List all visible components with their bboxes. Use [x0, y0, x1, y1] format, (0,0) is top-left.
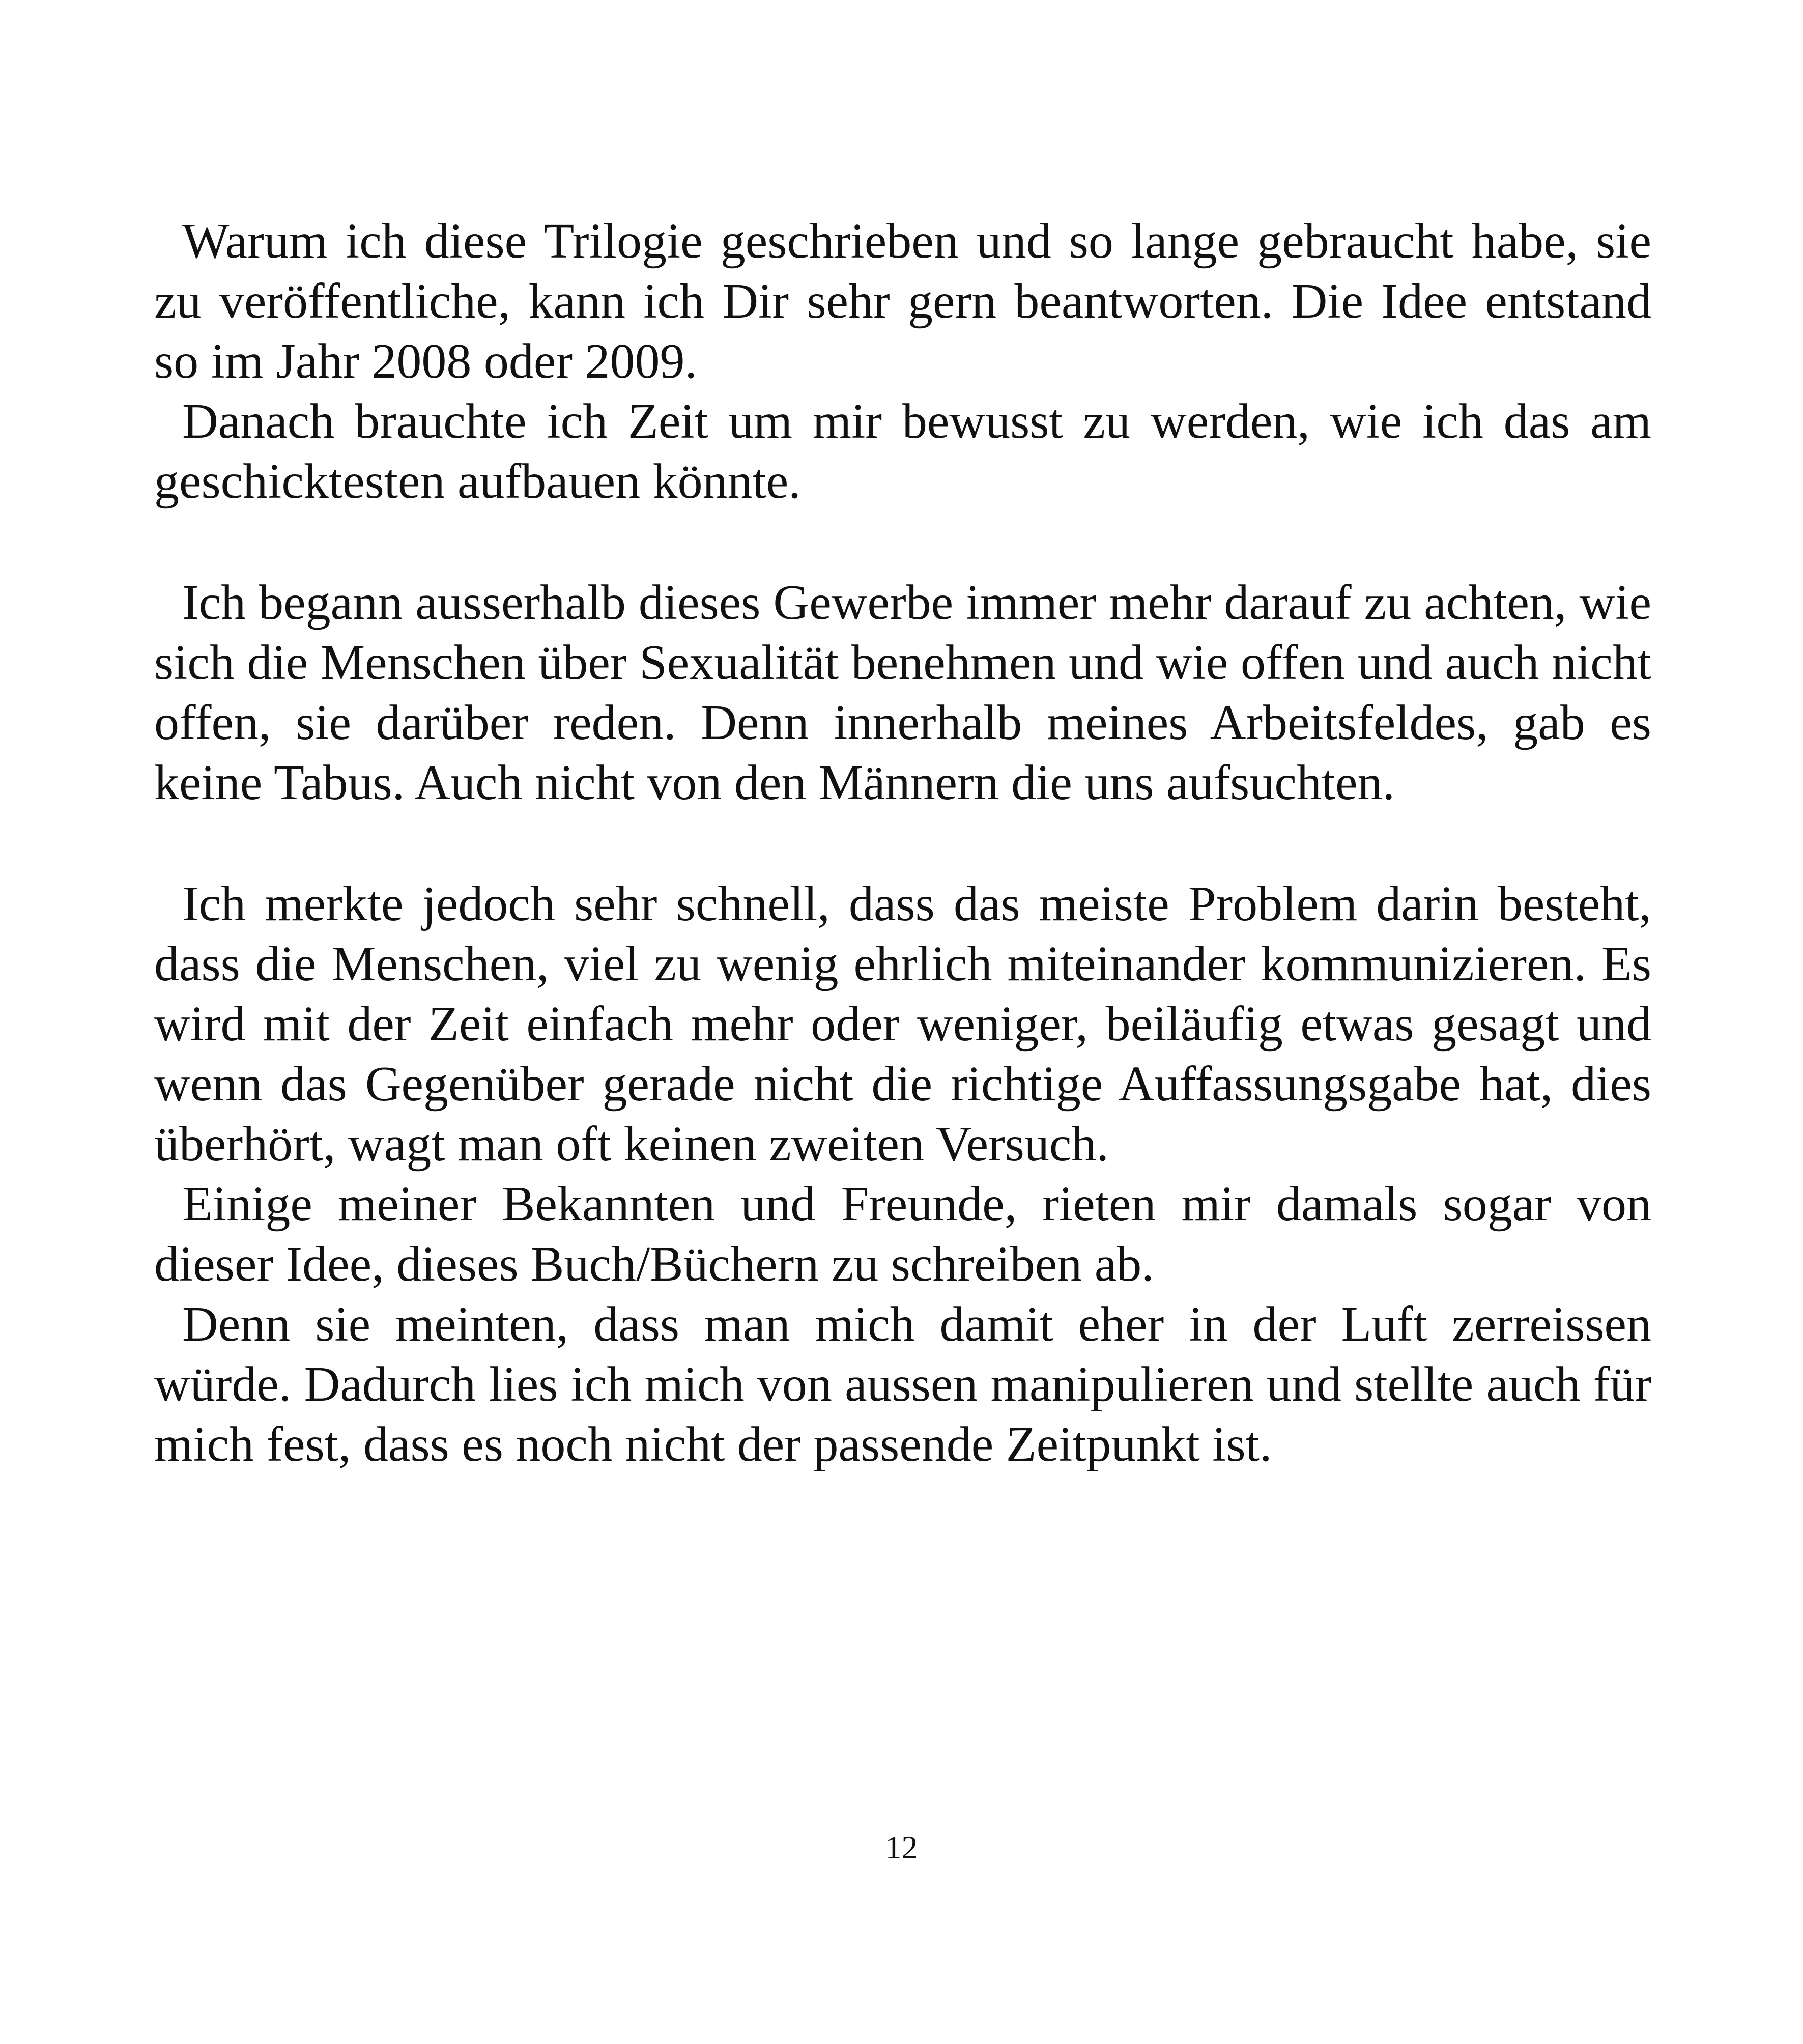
paragraph-5: Einige meiner Bekannten und Freunde, rieten mir damals sogar von dieser Idee, dieses Buch/Büchern zu schreiben ab. — [154, 1177, 1651, 1292]
paragraph-gap — [154, 813, 1651, 874]
paragraph-gap — [154, 512, 1651, 573]
body-text — [154, 211, 1651, 1474]
page-number: 12 — [885, 1829, 918, 1865]
paragraph-2: Danach brauchte ich Zeit um mir bewusst zu werden, wie ich das am geschicktesten aufbauen könnte. — [154, 394, 1651, 509]
paragraph-4: Ich merkte jedoch sehr schnell, dass das meiste Problem darin besteht, dass die Menschen, viel zu wenig ehrlich miteinander kommunizieren. Es wird mit der Zeit einfach mehr oder weniger, beiläufig etwas gesagt und wenn das Gegenüber gerade nicht die richtige Auffassungsgabe hat, dies überhört, wagt man oft keinen zweiten Versuch. — [154, 876, 1651, 1172]
paragraph-1: Warum ich diese Trilogie geschrieben und so lange gebraucht habe, sie zu veröffentliche, kann ich Dir sehr gern beantworten. Die Idee entstand so im Jahr 2008 oder 2009. — [154, 214, 1651, 389]
paragraph-6: Denn sie meinten, dass man mich damit eher in der Luft zerreissen würde. Dadurch lies ich mich von aussen manipulieren und stellte auch für mich fest, dass es noch nicht der passende Zeitpunkt ist. — [154, 1297, 1651, 1472]
paragraph-3: Ich begann ausserhalb dieses Gewerbe immer mehr darauf zu achten, wie sich die Menschen über Sexualität benehmen und wie offen und auch nicht offen, sie darüber reden. Denn innerhalb meines Arbeitsfeldes, gab es keine Tabus. Auch nicht von den Männern die uns aufsuchten. — [154, 575, 1651, 810]
